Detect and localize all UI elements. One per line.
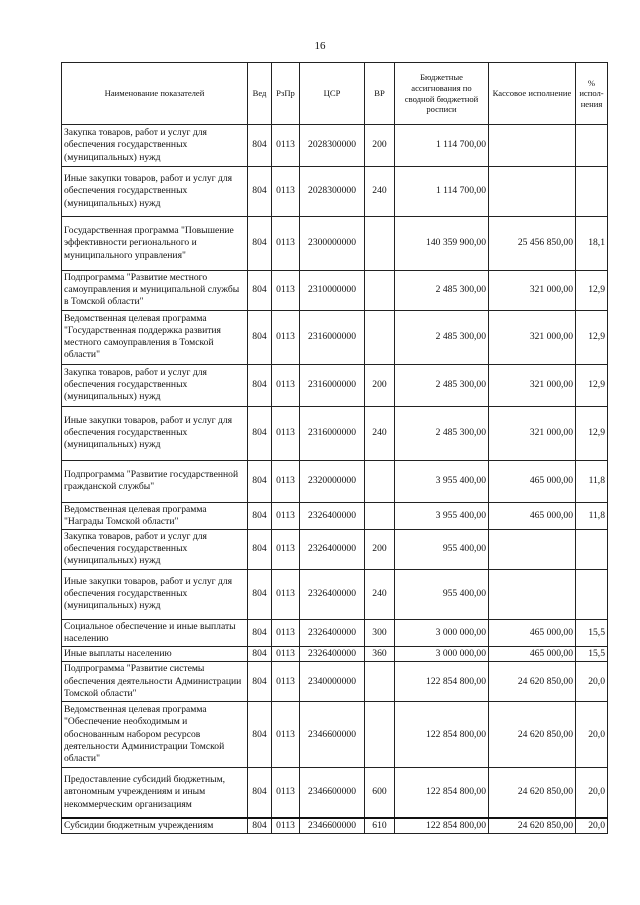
row-ved: 804 bbox=[248, 662, 272, 702]
row-cash bbox=[489, 530, 576, 570]
row-budget: 122 854 800,00 bbox=[395, 662, 489, 702]
row-cash: 321 000,00 bbox=[489, 310, 576, 364]
row-csr: 2316000000 bbox=[300, 364, 365, 406]
row-budget: 3 955 400,00 bbox=[395, 460, 489, 502]
table-row bbox=[62, 569, 608, 619]
row-percent: 15,5 bbox=[576, 619, 608, 646]
row-name: Социальное обеспечение и иные выплаты населению bbox=[62, 619, 248, 646]
table-row bbox=[62, 167, 608, 217]
row-cash: 465 000,00 bbox=[489, 460, 576, 502]
table-row bbox=[62, 125, 608, 167]
row-csr: 2326400000 bbox=[300, 569, 365, 619]
row-rzpr: 0113 bbox=[272, 167, 300, 217]
row-name: Подпрограмма "Развитие государственной гражданской службы" bbox=[62, 460, 248, 502]
row-rzpr: 0113 bbox=[272, 818, 300, 834]
row-vr bbox=[365, 702, 395, 768]
table-header-row bbox=[62, 63, 608, 125]
page-number: 16 bbox=[314, 40, 326, 52]
row-cash: 25 456 850,00 bbox=[489, 217, 576, 271]
header-ved: Вед bbox=[248, 63, 272, 125]
row-ved: 804 bbox=[248, 217, 272, 271]
header-csr: ЦСР bbox=[300, 63, 365, 125]
row-name: Иные выплаты населению bbox=[62, 647, 248, 662]
row-cash: 321 000,00 bbox=[489, 271, 576, 311]
row-budget: 2 485 300,00 bbox=[395, 406, 489, 460]
row-name: Ведомственная целевая программа "Государственная поддержка развития местного самоуправления в Томской области" bbox=[62, 310, 248, 364]
row-rzpr: 0113 bbox=[272, 364, 300, 406]
row-budget: 955 400,00 bbox=[395, 569, 489, 619]
row-ved: 804 bbox=[248, 569, 272, 619]
row-vr: 360 bbox=[365, 647, 395, 662]
row-budget: 122 854 800,00 bbox=[395, 702, 489, 768]
header-budget: Бюджетные ассигнования по сводной бюджетной росписи bbox=[395, 63, 489, 125]
row-ved: 804 bbox=[248, 530, 272, 570]
row-cash: 465 000,00 bbox=[489, 502, 576, 529]
header-name: Наименование показателей bbox=[62, 63, 248, 125]
row-budget: 2 485 300,00 bbox=[395, 271, 489, 311]
row-csr: 2346600000 bbox=[300, 768, 365, 818]
row-budget: 2 485 300,00 bbox=[395, 364, 489, 406]
row-percent: 11,8 bbox=[576, 502, 608, 529]
row-ved: 804 bbox=[248, 768, 272, 818]
row-rzpr: 0113 bbox=[272, 125, 300, 167]
row-name: Ведомственная целевая программа "Обеспечение необходимым и обоснованным набором ресурсов деятельности Администрации Томской области" bbox=[62, 702, 248, 768]
row-percent: 20,0 bbox=[576, 662, 608, 702]
row-vr: 240 bbox=[365, 406, 395, 460]
budget-table bbox=[61, 62, 608, 834]
row-percent bbox=[576, 125, 608, 167]
row-ved: 804 bbox=[248, 167, 272, 217]
row-ved: 804 bbox=[248, 310, 272, 364]
table-row bbox=[62, 406, 608, 460]
row-rzpr: 0113 bbox=[272, 310, 300, 364]
row-csr: 2310000000 bbox=[300, 271, 365, 311]
row-cash bbox=[489, 569, 576, 619]
table-row bbox=[62, 271, 608, 311]
row-name: Подпрограмма "Развитие местного самоуправления и муниципальной службы в Томской области" bbox=[62, 271, 248, 311]
row-cash: 24 620 850,00 bbox=[489, 662, 576, 702]
row-name: Иные закупки товаров, работ и услуг для обеспечения государственных (муниципальных) нужд bbox=[62, 406, 248, 460]
row-rzpr: 0113 bbox=[272, 768, 300, 818]
row-csr: 2326400000 bbox=[300, 502, 365, 529]
row-rzpr: 0113 bbox=[272, 460, 300, 502]
row-csr: 2028300000 bbox=[300, 167, 365, 217]
row-name: Закупка товаров, работ и услуг для обеспечения государственных (муниципальных) нужд bbox=[62, 530, 248, 570]
table-row bbox=[62, 768, 608, 818]
row-percent: 20,0 bbox=[576, 818, 608, 834]
row-vr bbox=[365, 217, 395, 271]
header-cash: Кассовое исполнение bbox=[489, 63, 576, 125]
row-percent: 12,9 bbox=[576, 364, 608, 406]
row-percent bbox=[576, 530, 608, 570]
row-name: Ведомственная целевая программа "Награды Томской области" bbox=[62, 502, 248, 529]
row-ved: 804 bbox=[248, 271, 272, 311]
row-cash: 321 000,00 bbox=[489, 364, 576, 406]
row-ved: 804 bbox=[248, 702, 272, 768]
table-row bbox=[62, 647, 608, 662]
table-row bbox=[62, 217, 608, 271]
header-percent: % испол-нения bbox=[576, 63, 608, 125]
table-row bbox=[62, 818, 608, 834]
row-ved: 804 bbox=[248, 619, 272, 646]
table-row bbox=[62, 310, 608, 364]
row-vr: 200 bbox=[365, 530, 395, 570]
row-cash: 24 620 850,00 bbox=[489, 818, 576, 834]
row-budget: 3 000 000,00 bbox=[395, 619, 489, 646]
row-percent: 12,9 bbox=[576, 271, 608, 311]
row-name: Иные закупки товаров, работ и услуг для обеспечения государственных (муниципальных) нужд bbox=[62, 569, 248, 619]
row-percent: 12,9 bbox=[576, 406, 608, 460]
row-csr: 2300000000 bbox=[300, 217, 365, 271]
row-vr bbox=[365, 662, 395, 702]
row-percent: 20,0 bbox=[576, 702, 608, 768]
table-row bbox=[62, 502, 608, 529]
row-percent bbox=[576, 569, 608, 619]
row-rzpr: 0113 bbox=[272, 647, 300, 662]
row-percent: 12,9 bbox=[576, 310, 608, 364]
row-percent: 11,8 bbox=[576, 460, 608, 502]
row-vr: 610 bbox=[365, 818, 395, 834]
row-csr: 2316000000 bbox=[300, 406, 365, 460]
row-rzpr: 0113 bbox=[272, 502, 300, 529]
row-name: Подпрограмма "Развитие системы обеспечения деятельности Администрации Томской области" bbox=[62, 662, 248, 702]
row-vr: 200 bbox=[365, 364, 395, 406]
row-vr bbox=[365, 310, 395, 364]
row-name: Закупка товаров, работ и услуг для обеспечения государственных (муниципальных) нужд bbox=[62, 364, 248, 406]
row-name: Иные закупки товаров, работ и услуг для обеспечения государственных (муниципальных) нужд bbox=[62, 167, 248, 217]
row-csr: 2346600000 bbox=[300, 702, 365, 768]
row-percent: 15,5 bbox=[576, 647, 608, 662]
table-row bbox=[62, 662, 608, 702]
table-row bbox=[62, 364, 608, 406]
row-vr bbox=[365, 460, 395, 502]
table-row bbox=[62, 530, 608, 570]
row-csr: 2316000000 bbox=[300, 310, 365, 364]
row-vr: 300 bbox=[365, 619, 395, 646]
row-rzpr: 0113 bbox=[272, 530, 300, 570]
row-csr: 2028300000 bbox=[300, 125, 365, 167]
row-vr: 240 bbox=[365, 167, 395, 217]
row-budget: 122 854 800,00 bbox=[395, 818, 489, 834]
row-budget: 3 955 400,00 bbox=[395, 502, 489, 529]
row-cash: 24 620 850,00 bbox=[489, 768, 576, 818]
row-csr: 2340000000 bbox=[300, 662, 365, 702]
row-budget: 2 485 300,00 bbox=[395, 310, 489, 364]
row-budget: 1 114 700,00 bbox=[395, 167, 489, 217]
row-cash: 321 000,00 bbox=[489, 406, 576, 460]
header-rzpr: РзПр bbox=[272, 63, 300, 125]
row-rzpr: 0113 bbox=[272, 619, 300, 646]
row-csr: 2346600000 bbox=[300, 818, 365, 834]
row-ved: 804 bbox=[248, 406, 272, 460]
header-vr: ВР bbox=[365, 63, 395, 125]
row-rzpr: 0113 bbox=[272, 271, 300, 311]
row-percent: 20,0 bbox=[576, 768, 608, 818]
row-ved: 804 bbox=[248, 364, 272, 406]
row-cash: 465 000,00 bbox=[489, 619, 576, 646]
row-percent: 18,1 bbox=[576, 217, 608, 271]
row-budget: 3 000 000,00 bbox=[395, 647, 489, 662]
row-rzpr: 0113 bbox=[272, 406, 300, 460]
table-body bbox=[62, 125, 608, 834]
row-vr: 200 bbox=[365, 125, 395, 167]
table-row bbox=[62, 619, 608, 646]
row-vr: 240 bbox=[365, 569, 395, 619]
row-ved: 804 bbox=[248, 125, 272, 167]
row-rzpr: 0113 bbox=[272, 662, 300, 702]
row-name: Предоставление субсидий бюджетным, автономным учреждениям и иным некоммерческим организациям bbox=[62, 768, 248, 818]
table-row bbox=[62, 702, 608, 768]
row-ved: 804 bbox=[248, 502, 272, 529]
row-vr bbox=[365, 271, 395, 311]
row-ved: 804 bbox=[248, 460, 272, 502]
row-csr: 2320000000 bbox=[300, 460, 365, 502]
row-cash: 465 000,00 bbox=[489, 647, 576, 662]
row-budget: 955 400,00 bbox=[395, 530, 489, 570]
row-ved: 804 bbox=[248, 647, 272, 662]
row-budget: 122 854 800,00 bbox=[395, 768, 489, 818]
row-rzpr: 0113 bbox=[272, 217, 300, 271]
row-cash bbox=[489, 125, 576, 167]
row-rzpr: 0113 bbox=[272, 569, 300, 619]
table-row bbox=[62, 460, 608, 502]
row-ved: 804 bbox=[248, 818, 272, 834]
row-name: Субсидии бюджетным учреждениям bbox=[62, 818, 248, 834]
row-cash: 24 620 850,00 bbox=[489, 702, 576, 768]
row-vr bbox=[365, 502, 395, 529]
row-csr: 2326400000 bbox=[300, 530, 365, 570]
row-percent bbox=[576, 167, 608, 217]
row-cash bbox=[489, 167, 576, 217]
row-csr: 2326400000 bbox=[300, 647, 365, 662]
row-rzpr: 0113 bbox=[272, 702, 300, 768]
row-csr: 2326400000 bbox=[300, 619, 365, 646]
row-vr: 600 bbox=[365, 768, 395, 818]
row-budget: 140 359 900,00 bbox=[395, 217, 489, 271]
row-name: Государственная программа "Повышение эффективности регионального и муниципального управления" bbox=[62, 217, 248, 271]
row-name: Закупка товаров, работ и услуг для обеспечения государственных (муниципальных) нужд bbox=[62, 125, 248, 167]
row-budget: 1 114 700,00 bbox=[395, 125, 489, 167]
